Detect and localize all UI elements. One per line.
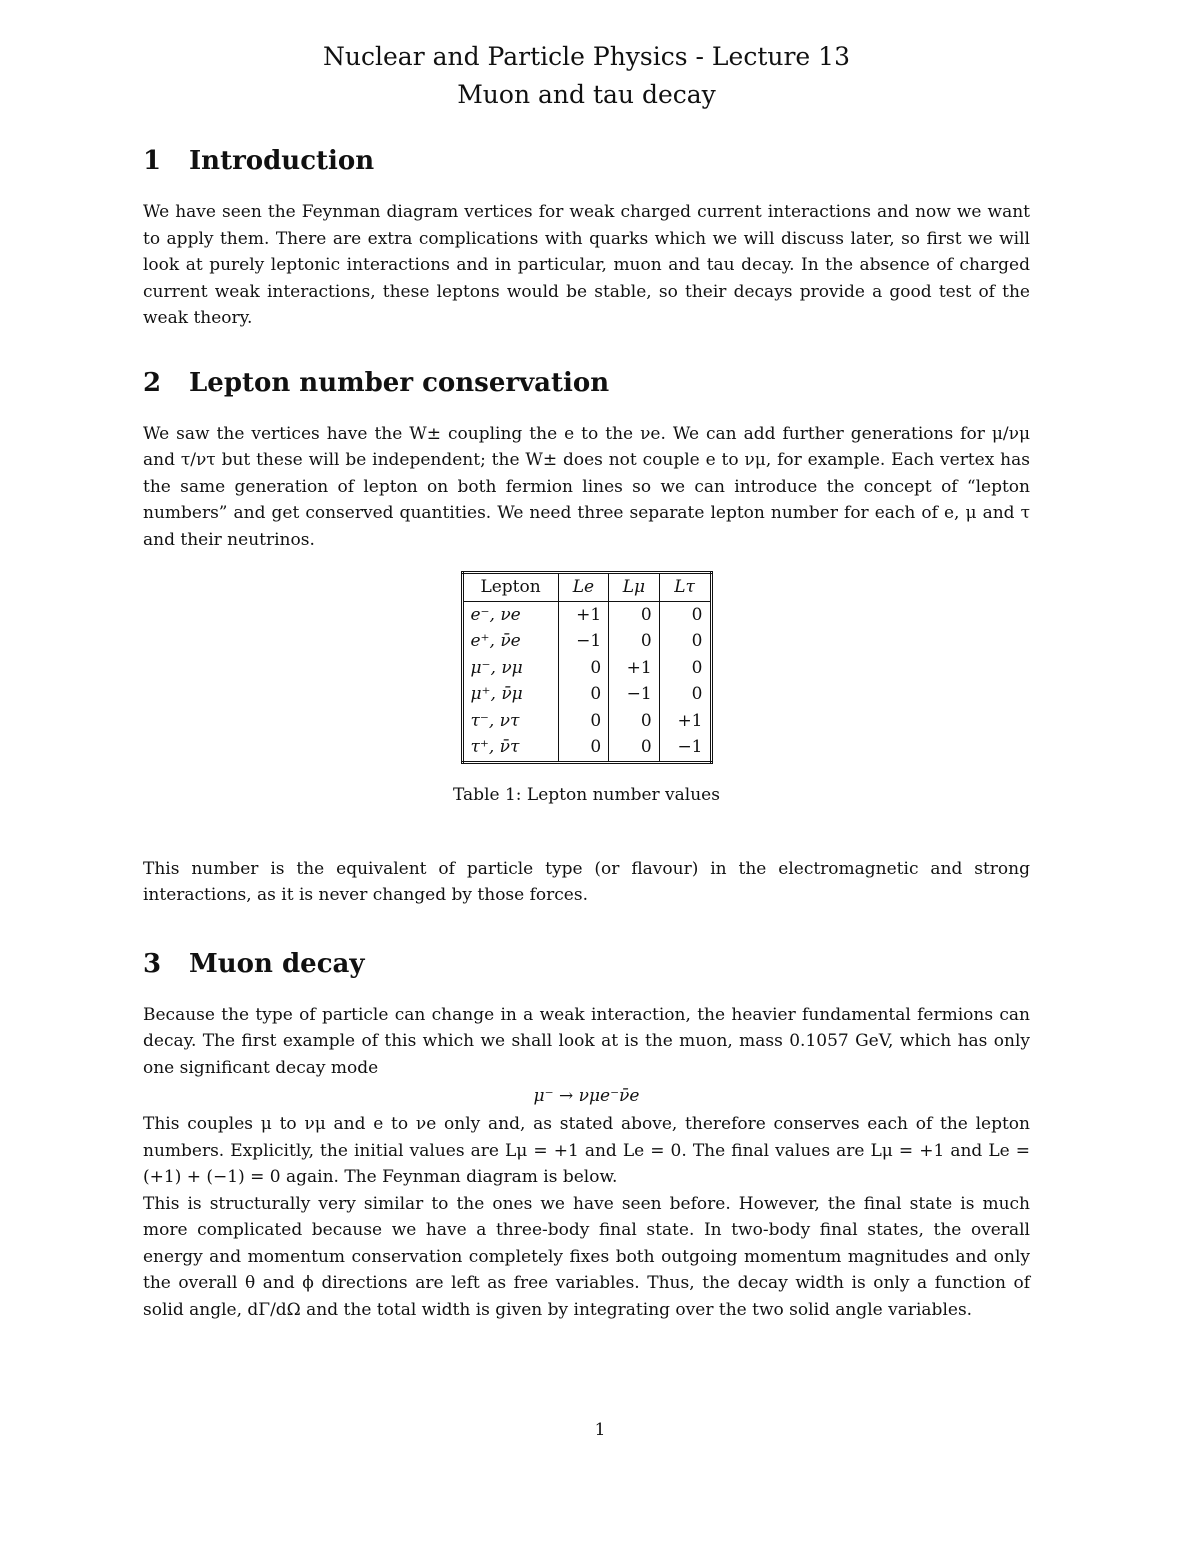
table-cell: 0 xyxy=(659,655,711,682)
table-cell: −1 xyxy=(558,628,609,655)
section-heading-muon-decay xyxy=(143,947,1030,981)
table-cell: 0 xyxy=(609,601,660,628)
lepton-number-paragraph: We saw the vertices have the W± coupling the e to the νe. We can add further generations for μ/νμ and τ/ντ but these will be independent; the W± does not couple e to νμ, for example. Each vertex has the same generation of lepton on both fermion lines so we can introduce the concept of “lepton numbers” and get conserved quantities. We need three separate lepton number for each of e, μ and τ and their neutrinos. xyxy=(143,423,1030,550)
table-header-cell: Lepton xyxy=(462,573,558,602)
section-title: Muon decay xyxy=(189,948,365,979)
table-cell: 0 xyxy=(558,655,609,682)
table-header-cell: Le xyxy=(558,573,609,602)
table-cell: 0 xyxy=(609,734,660,762)
section-number: 3 xyxy=(143,948,162,979)
table-cell: 0 xyxy=(558,734,609,762)
table-row xyxy=(462,708,711,735)
table-caption: Table 1: Lepton number values xyxy=(453,784,720,805)
flavour-paragraph: This number is the equivalent of particle type (or flavour) in the electromagnetic and strong interactions, as it is never changed by those forces. xyxy=(143,858,1030,905)
table-cell: e⁺, ν̄e xyxy=(470,631,521,651)
three-body-paragraph: This is structurally very similar to the ones we have seen before. However, the final state is much more complicated because we have a three-body final state. In two-body final states, the overall energy and momentum conservation completely fixes both outgoing momentum magnitudes and only the overall θ and ϕ directions are left as free variables. Thus, the decay width is only a function of solid angle, dΓ/dΩ and the total width is given by integrating over the two solid angle variables. xyxy=(143,1193,1030,1320)
table-cell: μ⁺, ν̄μ xyxy=(470,684,523,704)
table-cell: 0 xyxy=(659,628,711,655)
table-cell: 0 xyxy=(609,628,660,655)
table-cell: +1 xyxy=(558,601,609,628)
table-cell: +1 xyxy=(659,708,711,735)
table-cell: −1 xyxy=(659,734,711,762)
muon-decay-equation: μ⁻ → νμe⁻ν̄e xyxy=(533,1086,640,1106)
table-cell: +1 xyxy=(609,655,660,682)
table-cell: τ⁺, ν̄τ xyxy=(470,737,520,757)
table-cell: τ⁻, ντ xyxy=(470,710,520,731)
lepton-number-table-wrapper xyxy=(461,571,713,764)
section-title: Introduction xyxy=(189,146,375,176)
table-cell: 0 xyxy=(558,681,609,708)
title-line-2: Muon and tau decay xyxy=(457,80,716,109)
table-cell: e⁻, νe xyxy=(470,604,521,625)
table-row xyxy=(462,681,711,708)
table-row xyxy=(462,655,711,682)
table-row xyxy=(462,628,711,655)
table-cell: μ⁻, νμ xyxy=(470,657,523,678)
section-number: 2 xyxy=(143,367,162,398)
muon-decay-intro-paragraph: Because the type of particle can change in a weak interaction, the heavier fundamental fermions can decay. The first example of this which we shall look at is the muon, mass 0.1057 GeV, which has only one significant decay mode xyxy=(143,1004,1030,1078)
table-cell: 0 xyxy=(659,601,711,628)
lepton-number-table xyxy=(461,571,713,764)
document-title xyxy=(143,38,1030,114)
intro-paragraph: We have seen the Feynman diagram vertices for weak charged current interactions and now we want to apply them. There are extra complications with quarks which we will discuss later, so first we will look at purely leptonic interactions and in particular, muon and tau decay. In the absence of charged current weak interactions, these leptons would be stable, so their decays provide a good test of the weak theory. xyxy=(143,202,1030,328)
muon-conservation-paragraph: This couples μ to νμ and e to νe only and, as stated above, therefore conserves each of the lepton numbers. Explicitly, the initial values are Lμ = +1 and Le = 0. The final values are Lμ = +1 and Le = (+1) + (−1) = 0 again. The Feynman diagram is below. xyxy=(143,1114,1030,1187)
section-title: Lepton number conservation xyxy=(189,367,610,398)
document-page xyxy=(143,38,1030,1323)
section-heading-introduction xyxy=(143,144,1030,178)
table-row xyxy=(462,734,711,762)
table-cell: 0 xyxy=(609,708,660,735)
table-header-cell: Lτ xyxy=(659,573,711,602)
section-heading-lepton-number xyxy=(143,366,1030,400)
table-header-cell: Lμ xyxy=(609,573,660,602)
table-cell: −1 xyxy=(609,681,660,708)
section-number: 1 xyxy=(143,146,162,176)
title-line-1: Nuclear and Particle Physics - Lecture 13 xyxy=(323,42,850,71)
page-number: 1 xyxy=(594,1420,606,1440)
table-header-row xyxy=(462,573,711,602)
table-row xyxy=(462,601,711,628)
table-cell: 0 xyxy=(558,708,609,735)
table-cell: 0 xyxy=(659,681,711,708)
